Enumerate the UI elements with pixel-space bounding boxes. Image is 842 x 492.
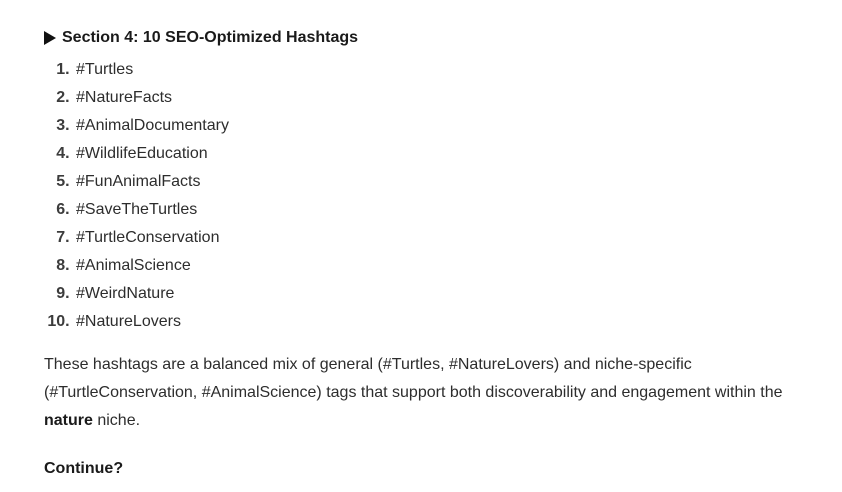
- hashtag-list-item: 4. #WildlifeEducation: [74, 140, 810, 168]
- hashtag-list-item: 10. #NatureLovers: [74, 308, 810, 336]
- hashtag-list-item: 5. #FunAnimalFacts: [74, 168, 810, 196]
- hashtag-list-item: 8. #AnimalScience: [74, 252, 810, 280]
- summary-line-2: (#TurtleConservation, #AnimalScience) tags that support both discoverability and engagement within the: [44, 384, 783, 401]
- continue-prompt: Continue?: [44, 460, 124, 477]
- summary-bold-word: nature: [44, 412, 93, 429]
- hashtag-list-item: 3. #AnimalDocumentary: [74, 112, 810, 140]
- hashtag-list: [44, 56, 810, 336]
- section-title: Section 4: 10 SEO-Optimized Hashtags: [62, 29, 359, 46]
- section-header: [44, 28, 810, 48]
- hashtag-list-item: 9. #WeirdNature: [74, 280, 810, 308]
- summary-paragraph: [44, 351, 810, 435]
- hashtag-list-item: 2. #NatureFacts: [74, 84, 810, 112]
- hashtag-list-item: 6. #SaveTheTurtles: [74, 196, 810, 224]
- summary-line-3-rest: niche.: [92, 412, 141, 429]
- summary-line-1: These hashtags are a balanced mix of general (#Turtles, #NatureLovers) and niche-specific: [44, 356, 692, 373]
- hashtag-list-item: 1. #Turtles: [74, 56, 810, 84]
- hashtag-list-item: 7. #TurtleConservation: [74, 224, 810, 252]
- play-triangle-icon: [44, 31, 56, 45]
